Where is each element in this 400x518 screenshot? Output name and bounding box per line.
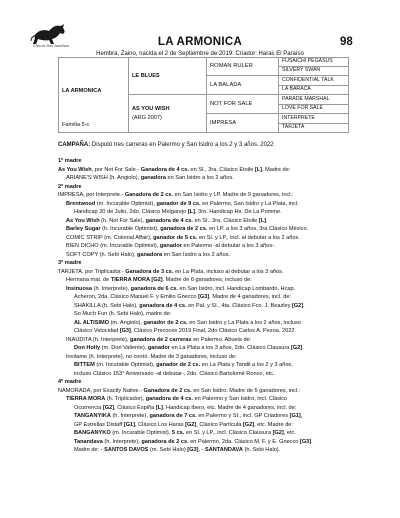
line-text: (h. Interprete), (102, 438, 142, 445)
line-text: TIERRA MORA (66, 396, 106, 402)
line-text: [G3] (119, 328, 131, 334)
pedigree-ggp-5: PARADE MARSHAL (279, 95, 349, 105)
pedigree-line (58, 174, 358, 183)
horse-subtitle: Hembra, Zaino, nacida el 2 de Septiembre de 2019. Criador: Haras El Paraíso (96, 51, 304, 57)
line-text: [L] (155, 404, 163, 411)
pedigree-line (58, 327, 358, 336)
pedigree-line (58, 242, 358, 251)
pedigree-ggp-7: INTERPRETE (279, 114, 349, 124)
pedigree-line (58, 344, 358, 353)
line-text: ganadora de 6 cs. (130, 285, 178, 292)
pedigree-line (58, 191, 358, 200)
line-text: ganadora de 2 cs. (160, 226, 208, 232)
pedigree-line (58, 361, 358, 370)
line-text: (h. Triplicador), (105, 396, 146, 402)
line-text: [G2] (242, 421, 255, 428)
line-text: en San Isidro y LP. Madre de 9 ganadores, incl.: (173, 192, 294, 198)
line-text: ganadora de 4 cs. (139, 302, 187, 309)
line-text: BIEN DICHO (m. Incurable Optimist), (66, 243, 160, 249)
line-text: Madre de: - (74, 447, 105, 453)
line-text: . Madre de 6 ganadores, incluso de: (162, 277, 252, 283)
line-text: Tanandava (74, 438, 103, 445)
line-text: , 3ro. Handicap Hs. De La Pomme. (194, 209, 282, 215)
line-text: en San Isidro a los 2 años. (162, 251, 230, 258)
lot-number: 98 (340, 36, 353, 48)
line-text: ganadora de 4 cs. (145, 396, 193, 402)
pedigree-line (58, 285, 358, 294)
line-text: Ocurrencia (74, 404, 103, 411)
pedigree-line (58, 234, 358, 243)
pedigree-line (58, 293, 358, 302)
pedigree-line (58, 310, 358, 319)
line-text: ganadora (140, 175, 166, 181)
pedigree-dam-dam: IMPRESA (207, 114, 279, 133)
line-text: . Madre de: (262, 166, 291, 173)
pedigree-line (58, 429, 358, 438)
line-text: [L] (187, 209, 195, 215)
line-text: As You Wish (66, 217, 100, 224)
line-text: en San Isidro, incl. Handicap Lombardo, Hcap. (177, 285, 296, 292)
line-text: en Palermo, 2da. Clásico M. F. y E. Gnecco (188, 438, 300, 445)
line-text: Ganadora de 2 cs. (124, 192, 174, 198)
line-text: incluso Clásico 153° Aniversario -al debutar-, 2do. Clásico Bartolomé Ronco, etc. (74, 370, 275, 377)
pedigree-ggp-4: LA BARACA (279, 86, 349, 95)
campaign (58, 142, 358, 148)
pedigree-dam: AS YOU WISH (132, 105, 170, 112)
line-text: , etc. (283, 430, 296, 436)
pedigree-ggp-1: FUSAICHI PEGASUS (279, 58, 349, 67)
line-text: en Pal. y SI., 4ta. Clásico Fco. J. Beazley (186, 302, 292, 309)
line-text: So Much Fun (h. Sebi Halo), madre de: (74, 311, 172, 317)
line-text: (m. Incurable Optimist), (95, 200, 157, 207)
line-text: Ganadora de 3 cs. (125, 268, 174, 275)
line-text: Invitame (h. Interprete), no corrió. Madre de 3 ganadores, incluso de: (66, 353, 237, 360)
line-text: Acheron, 2da. Clásico Manuel F. y Emilio Gnecco (74, 294, 199, 300)
line-text: Clásico Velocidad (74, 328, 120, 334)
horse-title: LA ARMONICA (157, 36, 243, 48)
line-text: (h. Not For Sale), (99, 217, 146, 224)
line-text: (h. Incurable Optimist), (100, 226, 161, 232)
pedigree-horse: LA ARMONICA (62, 88, 102, 94)
line-text: Hermana mat. de (66, 277, 111, 283)
pedigree-line (58, 404, 358, 413)
logo-text: Chacra Don Anselmo (33, 44, 70, 48)
line-text: en La Plata y Tandil a los 2 y 3 años, (200, 362, 293, 368)
line-text: Insinuosa (66, 285, 93, 292)
line-text: ganador (147, 345, 170, 351)
line-text: en LP. a los 3 años, 3ra Clásico México. (207, 226, 309, 232)
section-heading: 4ª madre (58, 379, 82, 385)
line-text: Don Holly (74, 345, 101, 351)
pedigree-line (58, 336, 358, 345)
section-heading: 1ª madre (58, 158, 82, 164)
line-text: (m. Sebi Halo) (148, 447, 188, 453)
pedigree-line (58, 319, 358, 328)
line-text: en SI., 3ra. Clásico Etoile (188, 166, 255, 173)
line-text: ganadora de 2 cs. (141, 438, 189, 445)
pedigree-ggp-2: SILVERY SWAN (279, 67, 349, 76)
line-text: TANGANYIKA (74, 413, 111, 419)
dam-line-sections (58, 157, 358, 455)
line-text: [G3] (299, 438, 312, 445)
line-text: COMIC STRIP (m. Colonial Affair), (66, 234, 154, 241)
line-text: NAMORADA, por Exactly Native.- (58, 387, 144, 394)
line-text: [G2] (290, 345, 303, 351)
pedigree-line (58, 438, 358, 447)
line-text: ganadora de 4 cs. (145, 217, 193, 224)
line-text: en La Plata, incluso al debutar a los 3 años. (173, 268, 284, 275)
line-text: , (300, 413, 303, 419)
line-text: (m. Angiolo), (109, 319, 144, 326)
pedigree-line (58, 225, 358, 234)
pedigree-sire-sire: ROMAN RULER (207, 58, 279, 76)
pedigree-ggp-3: CONFIDENTIAL TALK (279, 76, 349, 86)
line-text: IMPRESA, por Interprete.- (58, 192, 125, 198)
line-text: SHAKILLA (h. Sebi Halo), (74, 302, 140, 309)
pedigree-ggp-8: TARJETA (279, 124, 349, 133)
line-text: ganadora de 7 cs. (149, 413, 197, 419)
line-text: en SI. y LP., incl. al debutar a los 2 años. (197, 234, 300, 241)
line-text: en San Isidro. Madre de 5 ganadores, incl.: (191, 387, 301, 394)
line-text: ganador de 2 cs. (156, 362, 201, 368)
line-text: , Handicap Ibero, etc. Madre de 4 ganadores, incl. de: (162, 404, 297, 411)
pedigree-line (58, 166, 358, 175)
line-text: en Palermo. Abuela de: (191, 336, 252, 343)
line-text: Barley Sugar (66, 226, 101, 232)
pedigree-line (58, 421, 358, 430)
line-text: , Clásico Precoces 2019 Final, 2do Clásico Carlos A. Pezoa. 2022 (130, 328, 295, 334)
line-text: [G2] (272, 430, 284, 436)
line-text: , - (198, 447, 205, 453)
pedigree-ggp-6: LOVE FOR SALE (279, 105, 349, 114)
line-text: [L] (258, 217, 266, 224)
line-text: BITTEM (74, 362, 95, 368)
pedigree-line (58, 395, 358, 404)
pedigree-line (58, 251, 358, 260)
line-text: en Palermo y San Isidro, incl. Clásico (192, 396, 288, 402)
line-text: TIERRA MORA [G2] (110, 277, 163, 283)
line-text: ganador de 5 cs. (153, 234, 198, 241)
pedigree-line (58, 412, 358, 421)
line-text: en SI., 3ra. Clásico Etoile (192, 217, 259, 224)
pedigree-line (58, 353, 358, 362)
line-text: [G3] (187, 447, 199, 453)
pedigree-sire-dam: LA BALADA (207, 76, 279, 95)
pedigree-line (58, 302, 358, 311)
pedigree-line (58, 276, 358, 285)
line-text: Ganadora de 2 cs. (143, 387, 192, 394)
line-text: AL ALTISIMO (74, 319, 110, 326)
line-text: BANGANYKO (74, 430, 111, 436)
line-text: [L] (254, 166, 263, 173)
line-text: (h. Sebi Halo). (242, 447, 281, 453)
line-text: ARIANE'S WISH (h. Angiolo), (66, 175, 141, 181)
line-text: ganador de 2 cs. (143, 319, 188, 326)
pedigree-line (58, 208, 358, 217)
line-text: en SI. y LP., incl. Clásico Clausura (184, 430, 273, 436)
line-text: Brentwood (66, 200, 96, 207)
campaign-label: CAMPAÑA: (58, 142, 91, 148)
line-text: SANTOS DAVOS (104, 447, 149, 453)
pedigree-dam-cell (129, 95, 207, 133)
pedigree-dam-note: (ARG 2007) (132, 115, 162, 121)
line-text: [G2] (185, 421, 197, 428)
line-text: , Clásico Espiña (114, 404, 156, 411)
line-text: ganador (159, 243, 182, 249)
pedigree-line (58, 217, 358, 226)
line-text: ganador de 9 cs. (156, 200, 201, 207)
line-text: en Palermo, San Isidro y La Plata, incl. (200, 200, 299, 207)
line-text: , Clásico Partícula (196, 421, 243, 428)
section-heading: 2ª madre (58, 183, 82, 190)
line-text: 5 cs. (171, 430, 185, 436)
line-text: , etc. Madre de: (254, 421, 293, 428)
line-text: ganadora (136, 251, 163, 258)
pedigree-line (58, 387, 358, 396)
pedigree-table (58, 57, 349, 133)
pedigree-line (58, 446, 358, 455)
line-text: As You Wish (58, 166, 92, 173)
pedigree-sire: LE BLUES (129, 58, 207, 95)
line-text: (h. Interprete), (110, 413, 150, 419)
line-text: (m. Incurable Optimist), (110, 430, 172, 436)
line-text: . (302, 345, 304, 351)
line-text: (m. Don Valiente), (100, 345, 148, 351)
line-text: Handicap 20 de Julio, 2do. Clásico Melgarejo (74, 209, 188, 215)
line-text: en Palermo y SI., incl. GP Criadores (196, 413, 290, 419)
line-text: ganadora de 2 carreras (129, 336, 192, 343)
line-text: en San Isidro y La Plata a los 2 años, incluso (187, 319, 301, 326)
line-text: . (265, 217, 268, 224)
line-text: en Palermo -al debutar a los 3 años-. (181, 243, 276, 249)
line-text: [G2] (291, 302, 304, 309)
line-text: SANTANDAVA (205, 447, 243, 453)
line-text: Ganadora de 4 cs. (140, 166, 189, 173)
line-text: en La Plata a los 3 años, 2do. Clásico Clausura (169, 345, 291, 351)
line-text: [G3] (198, 294, 210, 300)
pedigree-line (58, 370, 358, 379)
pedigree-line (58, 268, 358, 277)
section-heading: 3ª madre (58, 260, 82, 266)
line-text: SOFT COPY (h. Sebi Halo), (66, 251, 137, 258)
line-text: TARJETA, por Triplicador.- (58, 268, 126, 275)
pedigree-line (58, 200, 358, 209)
line-text: , por Not For Sale - (91, 166, 141, 173)
line-text: [G2] (102, 404, 115, 411)
line-text: en San Isidro a los 2 años. (165, 175, 234, 181)
pedigree-horse-cell (59, 58, 129, 133)
line-text: . (303, 302, 305, 309)
line-text: . (311, 438, 313, 445)
line-text: (h. Interprete), (92, 285, 131, 292)
line-text: , Clásico Los Haras (135, 421, 186, 428)
line-text: GP Estrellas Distaff (74, 421, 124, 428)
line-text: INAUDITA (h. Interprete), (66, 336, 130, 343)
line-text: (m. Incurable Optimist), (94, 362, 157, 368)
campaign-text: Disputó tres carreras en Palermo y San Isidro a los 2 y 3 años. 2022 (91, 142, 274, 148)
line-text: . Madre de 4 ganadores, incl. de: (209, 294, 292, 300)
line-text: [G1] (123, 421, 136, 428)
pedigree-dam-sire: NOT FOR SALE (207, 95, 279, 114)
pedigree-family: Familia 5-c (62, 122, 90, 128)
line-text: [G1] (289, 413, 301, 419)
